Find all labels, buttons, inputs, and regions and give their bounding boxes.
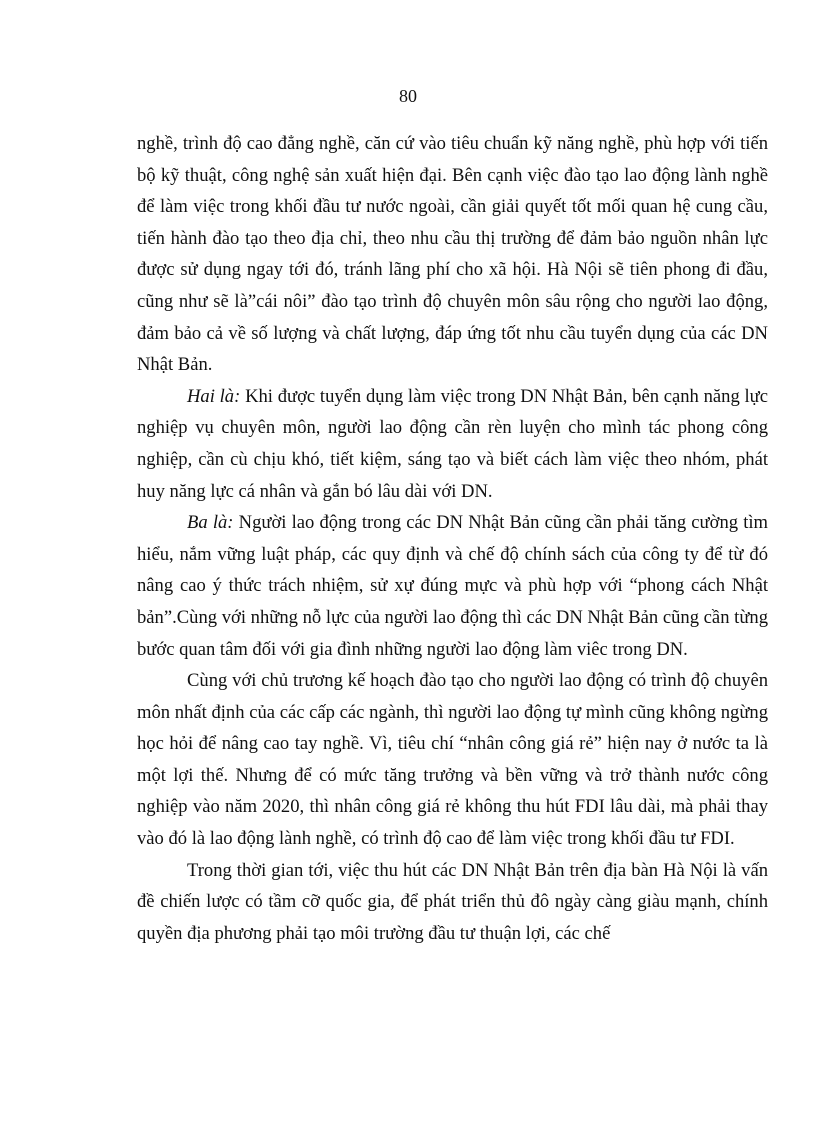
paragraph-text: Cùng với chủ trương kế hoạch đào tạo cho người lao động có trình độ chuyên môn nhất định của các cấp các ngành, thì người lao động tự mình cũng không ngừng học hỏi để nâng cao tay nghề. Vì, tiêu chí “nhân công giá rẻ” hiện nay ở nước ta là một lợi thế. Nhưng để có mức tăng trưởng và bền vững và trở thành nước công nghiệp vào năm 2020, thì nhân công giá rẻ không thu hút FDI lâu dài, mà phải thay vào đó là lao động lành nghề, có trình độ cao để làm việc trong khối đầu tư FDI.: [137, 670, 768, 850]
paragraph-strategy: [137, 855, 768, 950]
paragraph-lead: Ba là:: [187, 512, 234, 534]
paragraph-lead: Hai là:: [187, 385, 241, 407]
paragraph-continuation: [137, 128, 768, 381]
paragraph-text: Khi được tuyển dụng làm việc trong DN Nhật Bản, bên cạnh năng lực nghiệp vụ chuyên môn, người lao động cần rèn luyện cho mình tác phong công nghiệp, cần cù chịu khó, tiết kiệm, sáng tạo và biết cách làm việc theo nhóm, phát huy năng lực cá nhân và gắn bó lâu dài với DN.: [137, 385, 768, 502]
paragraph-text: nghề, trình độ cao đẳng nghề, căn cứ vào tiêu chuẩn kỹ năng nghề, phù hợp với tiến bộ kỹ thuật, công nghệ sản xuất hiện đại. Bên cạnh việc đào tạo lao động lành nghề để làm việc trong khối đầu tư nước ngoài, cần giải quyết tốt mối quan hệ cung cầu, tiến hành đào tạo theo địa chỉ, theo nhu cầu thị trường để đảm bảo nguồn nhân lực được sử dụng ngay tới đó, tránh lãng phí cho xã hội. Hà Nội sẽ tiên phong đi đầu, cũng như sẽ là”cái nôi” đào tạo trình độ chuyên môn sâu rộng cho người lao động, đảm bảo cả về số lượng và chất lượng, đáp ứng tốt nhu cầu tuyển dụng của các DN Nhật Bản.: [137, 133, 768, 376]
paragraph-ba-la: [137, 507, 768, 665]
paragraph-text: Trong thời gian tới, việc thu hút các DN Nhật Bản trên địa bàn Hà Nội là vấn đề chiến lược có tầm cỡ quốc gia, để phát triển thủ đô ngày càng giàu mạnh, chính quyền địa phương phải tạo môi trường đầu tư thuận lợi, các chế: [137, 859, 768, 944]
paragraph-hai-la: [137, 381, 768, 507]
paragraph-text: Người lao động trong các DN Nhật Bản cũng cần phải tăng cường tìm hiểu, nắm vững luật pháp, các quy định và chế độ chính sách của công ty để từ đó nâng cao ý thức trách nhiệm, sử xự đúng mực và phù hợp với “phong cách Nhật bản”.Cùng với những nỗ lực của người lao động thì các DN Nhật Bản cũng cần từng bước quan tâm đối với gia đình những người lao động làm viêc trong DN.: [137, 512, 768, 660]
page-number: 80: [399, 86, 417, 106]
paragraph-training: [137, 665, 768, 855]
document-body: [137, 128, 768, 949]
